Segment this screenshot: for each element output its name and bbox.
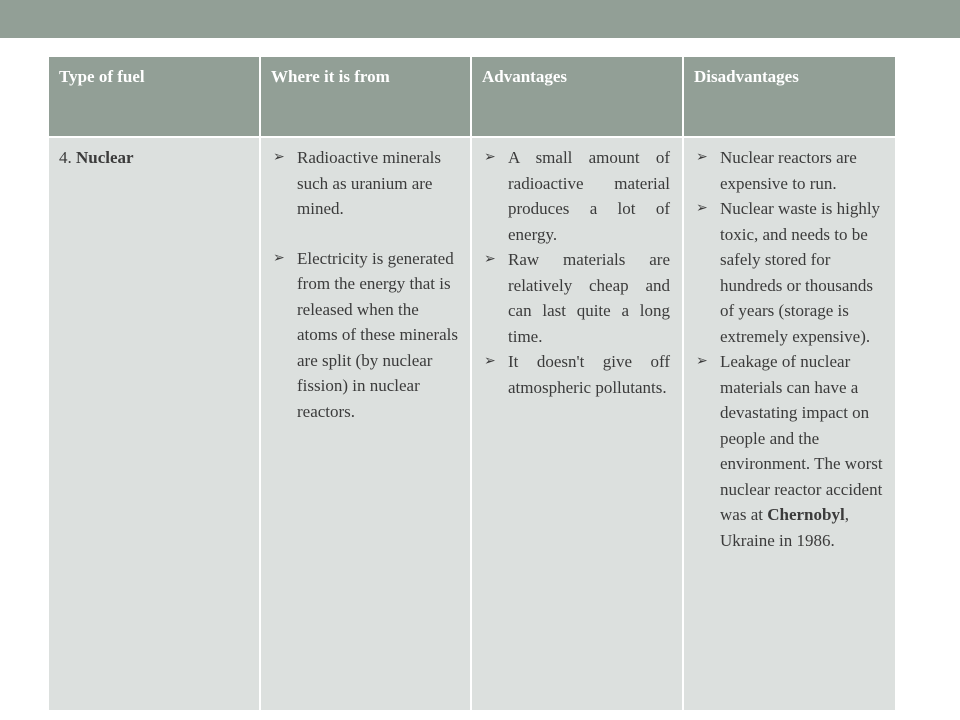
arrow-bullet-icon: ➢ xyxy=(696,353,708,369)
table-header-row xyxy=(49,57,895,137)
list-item-text: Radioactive minerals such as uranium are mined. xyxy=(297,148,441,218)
chernobyl-bold: Chernobyl xyxy=(767,505,845,524)
list-item-text: Raw materials are relatively cheap and can last quite a long time. xyxy=(508,250,670,346)
cell-advantages xyxy=(471,137,683,710)
cell-fuel-type xyxy=(49,137,260,710)
list-item xyxy=(694,196,883,349)
header-disadvantages: Disadvantages xyxy=(683,57,895,137)
fuel-comparison-table xyxy=(49,57,895,710)
fuel-name: Nuclear xyxy=(76,148,134,167)
arrow-bullet-icon: ➢ xyxy=(484,149,496,165)
table-row xyxy=(49,137,895,710)
arrow-bullet-icon: ➢ xyxy=(696,149,708,165)
chernobyl-text-pre: Leakage of nuclear materials can have a devastating impact on people and the environment. The worst nuclear reactor accident was at xyxy=(720,352,883,524)
cell-where-from xyxy=(260,137,471,710)
top-banner-bar xyxy=(0,0,960,38)
list-item-text: Nuclear reactors are expensive to run. xyxy=(720,148,857,193)
list-item xyxy=(694,349,883,553)
header-type-of-fuel: Type of fuel xyxy=(49,57,260,137)
cell-disadvantages xyxy=(683,137,895,710)
header-advantages: Advantages xyxy=(471,57,683,137)
header-where-it-is-from: Where it is from xyxy=(260,57,471,137)
list-item-text: It doesn't give off atmospheric pollutants. xyxy=(508,352,670,397)
list-item xyxy=(482,145,670,247)
arrow-bullet-icon: ➢ xyxy=(484,353,496,369)
list-item-text xyxy=(720,352,883,550)
chernobyl-text-post: , Ukraine in 1986. xyxy=(720,505,849,550)
arrow-bullet-icon: ➢ xyxy=(696,200,708,216)
list-item xyxy=(482,349,670,400)
list-item xyxy=(271,145,458,222)
arrow-bullet-icon: ➢ xyxy=(273,249,285,266)
list-item xyxy=(271,246,458,425)
list-item xyxy=(694,145,883,196)
list-item-text: Nuclear waste is highly toxic, and needs to be safely stored for hundreds or thousands of years (storage is extremely expensive). xyxy=(720,199,881,346)
row-number: 4. xyxy=(59,148,72,167)
list-item-text: Electricity is generated from the energy that is released when the atoms of these minerals are split (by nuclear fission) in nuclear reactors. xyxy=(297,248,458,421)
list-item-text: A small amount of radioactive material produces a lot of energy. xyxy=(508,148,670,244)
arrow-bullet-icon: ➢ xyxy=(484,251,496,267)
arrow-bullet-icon: ➢ xyxy=(273,149,285,165)
list-item xyxy=(482,247,670,349)
